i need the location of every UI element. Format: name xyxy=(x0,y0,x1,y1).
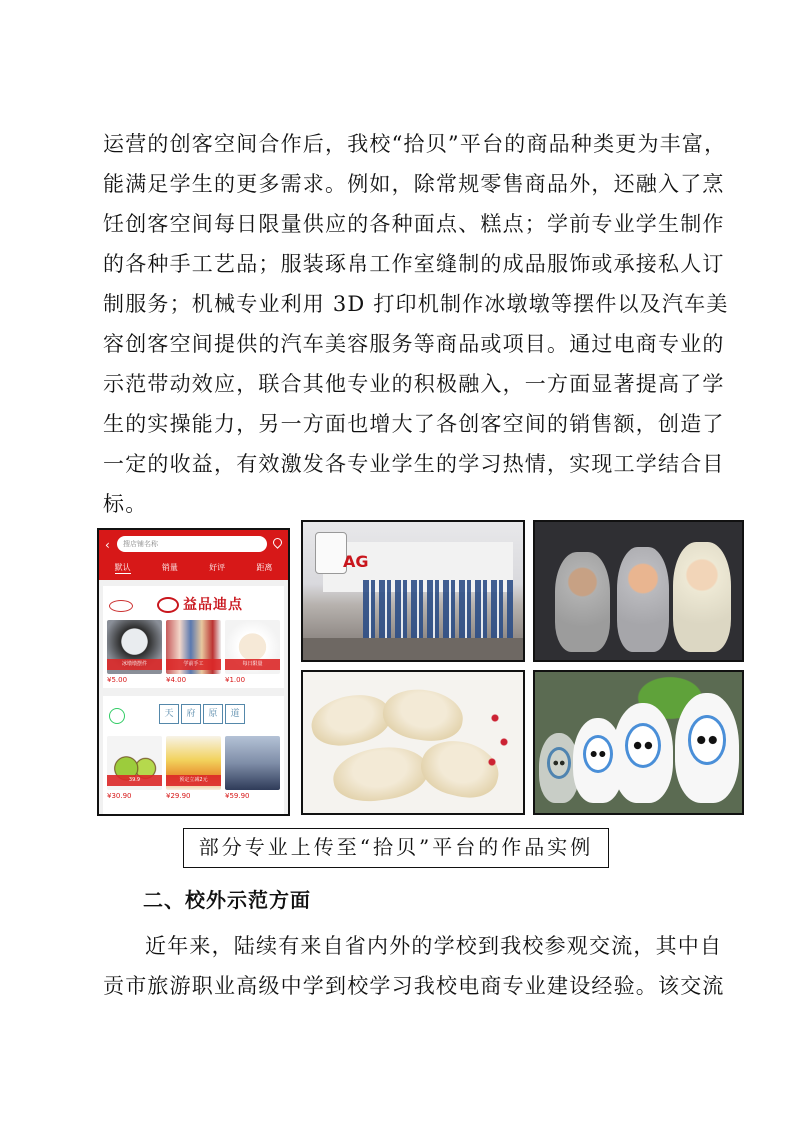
text-line: 示范带动效应，联合其他专业的积极融入，一方面显著提高了学 xyxy=(103,372,725,396)
app-header xyxy=(99,530,288,580)
text-line: 容创客空间提供的汽车美容服务等商品或项目。通过电商专业的 xyxy=(103,332,725,356)
product-price: ¥1.00 xyxy=(225,676,246,684)
brand-swirl-icon xyxy=(157,597,179,613)
text-line: 运营的创客空间合作后，我校“拾贝”平台的商品种类更为丰富， xyxy=(103,132,727,156)
knitted-doll xyxy=(617,547,669,652)
product-image xyxy=(107,620,162,674)
panda-figurine xyxy=(675,693,739,803)
product-item xyxy=(166,620,221,684)
back-arrow-icon: ‹ xyxy=(105,538,110,552)
product-item xyxy=(225,620,280,684)
store-brand: 益品迪点 xyxy=(157,594,243,614)
product-badge: 预定立减2元 xyxy=(166,775,221,786)
store-logo-icon xyxy=(109,708,125,724)
product-price: ¥4.00 xyxy=(166,676,187,684)
product-price: ¥30.90 xyxy=(107,792,132,800)
figure-caption: 部分专业上传至“拾贝”平台的作品实例 xyxy=(183,828,609,868)
photo-knitted-dolls xyxy=(533,520,744,662)
store-brand: 天 府 原 道 xyxy=(159,704,245,724)
section-heading: 二、校外示范方面 xyxy=(143,888,311,912)
product-badge: 学前手工 xyxy=(166,659,221,670)
text-line: 一定的收益，有效激发各专业学生的学习热情，实现工学结合目 xyxy=(103,452,725,476)
app-search-box: 搜店铺名称 xyxy=(117,536,267,552)
text-line: 贡市旅游职业高级中学到校学习我校电商专业建设经验。该交流 xyxy=(103,974,725,998)
knitted-doll xyxy=(555,552,610,652)
product-image xyxy=(225,736,280,790)
photo-fashion-studio xyxy=(301,520,525,662)
product-image xyxy=(225,620,280,674)
tab-rating: 好评 xyxy=(209,563,226,572)
tab-sales: 销量 xyxy=(161,563,178,572)
store-card xyxy=(103,586,284,688)
store-card xyxy=(103,696,284,816)
product-price: ¥59.90 xyxy=(225,792,250,800)
product-badge: 每日限量 xyxy=(225,659,280,670)
product-item xyxy=(107,620,162,684)
product-image xyxy=(166,620,221,674)
tab-distance: 距离 xyxy=(256,563,273,572)
paragraph-2 xyxy=(103,926,725,1006)
dumpling xyxy=(380,685,466,746)
app-screenshot xyxy=(97,528,290,816)
app-store-list xyxy=(99,580,288,814)
tab-default: 默认 xyxy=(114,563,131,572)
product-badge: 冰墩墩摆件 xyxy=(107,659,162,670)
product-item xyxy=(225,736,280,800)
photo-3d-printed-pandas xyxy=(533,670,744,815)
text-line: 生的实操能力，另一方面也增大了各创客空间的销售额，创造了 xyxy=(103,412,725,436)
product-badge: 39.9 xyxy=(107,775,162,786)
plum-blossom-decoration xyxy=(483,702,513,782)
text-line: 制服务；机械专业利用 3D 打印机制作冰墩墩等摆件以及汽车美 xyxy=(103,292,729,316)
product-price: ¥5.00 xyxy=(107,676,128,684)
dumpling xyxy=(307,688,395,752)
paragraph-1 xyxy=(103,124,729,524)
product-price: ¥29.90 xyxy=(166,792,191,800)
location-pin-icon xyxy=(271,536,284,549)
product-item xyxy=(166,736,221,800)
students-group xyxy=(363,580,513,640)
dumpling xyxy=(330,742,431,807)
product-image xyxy=(107,736,162,790)
studio-logo: AG xyxy=(343,552,369,571)
panda-figurine xyxy=(613,703,673,803)
photo-dumplings xyxy=(301,670,525,815)
knitted-doll xyxy=(673,542,731,652)
text-line: 能满足学生的更多需求。例如，除常规零售商品外，还融入了烹 xyxy=(103,172,725,196)
text-line: 近年来，陆续有来自省内外的学校到我校参观交流，其中自 xyxy=(145,934,723,958)
text-line: 的各种手工艺品；服装琢帛工作室缝制的成品服饰或承接私人订 xyxy=(103,252,725,276)
text-line: 饪创客空间每日限量供应的各种面点、糕点；学前专业学生制作 xyxy=(103,212,725,236)
store-logo-icon xyxy=(109,600,133,612)
product-image xyxy=(166,736,221,790)
app-sort-tabs xyxy=(99,562,288,574)
text-line: 标。 xyxy=(103,492,148,516)
product-item xyxy=(107,736,162,800)
